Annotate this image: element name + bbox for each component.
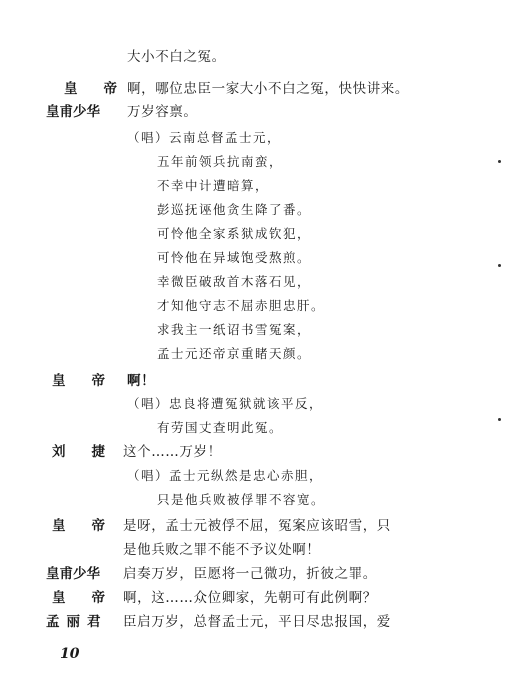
dialogue-line: 启奏万岁，臣愿将一己微功，折彼之罪。 — [123, 566, 377, 582]
sung-line: 只是他兵败被俘罪不容宽。 — [157, 492, 326, 507]
sung-line: 彭巡抚诬他贪生降了番。 — [157, 202, 312, 217]
dialogue-line: 是呀，孟士元被俘不屈，冤案应该昭雪，只 — [123, 518, 391, 534]
speaker-name: 孟丽君 — [46, 614, 108, 630]
speaker-name: 皇帝 — [52, 373, 131, 389]
dialogue-line: 啊，哪位忠臣一家大小不白之冤，快快讲来。 — [127, 81, 409, 97]
sung-line: （唱）孟士元纵然是忠心赤胆， — [127, 468, 324, 483]
sung-line: 可怜他在异域饱受熬煎。 — [157, 250, 312, 265]
sung-line: （唱）忠良将遭冤狱就该平反， — [127, 396, 324, 411]
speaker-name: 皇帝 — [52, 518, 131, 534]
scan-speck — [498, 264, 501, 267]
dialogue-line: 是他兵败之罪不能不予议处啊！ — [123, 542, 321, 558]
speaker-name: 皇甫少华 — [46, 104, 100, 120]
speaker-name: 皇帝 — [52, 590, 131, 606]
speaker-name: 皇甫少华 — [46, 566, 100, 582]
dialogue-line: 啊！ — [127, 373, 156, 389]
sung-line: 有劳国丈查明此冤。 — [157, 420, 284, 435]
sung-line: 五年前领兵抗南蛮， — [157, 154, 284, 169]
scan-speck — [498, 418, 501, 421]
sung-line: 幸微臣破敌首木落石见， — [157, 274, 312, 289]
dialogue-line: 啊，这……众位卿家，先朝可有此例啊？ — [123, 590, 377, 606]
speaker-name: 皇帝 — [64, 81, 143, 97]
dialogue-line: 万岁容禀。 — [127, 104, 198, 120]
sung-line: 才知他守志不屈赤胆忠肝。 — [157, 298, 326, 313]
dialogue-line: 这个……万岁！ — [123, 444, 222, 460]
page-number: 10 — [60, 646, 80, 662]
sung-line: 可怜他全家系狱成钦犯， — [157, 226, 312, 241]
sung-line: 孟士元还帝京重睹天颜。 — [157, 346, 312, 361]
speaker-name: 刘捷 — [52, 444, 131, 460]
dialogue-line: 大小不白之冤。 — [127, 49, 226, 65]
dialogue-line: 臣启万岁，总督孟士元，平日尽忠报国，爱 — [123, 614, 391, 630]
sung-line: 求我主一纸诏书雪冤案， — [157, 322, 312, 337]
sung-line: 不幸中计遭暗算， — [157, 178, 270, 193]
scan-speck — [498, 160, 501, 163]
sung-line: （唱）云南总督孟士元， — [127, 130, 282, 145]
